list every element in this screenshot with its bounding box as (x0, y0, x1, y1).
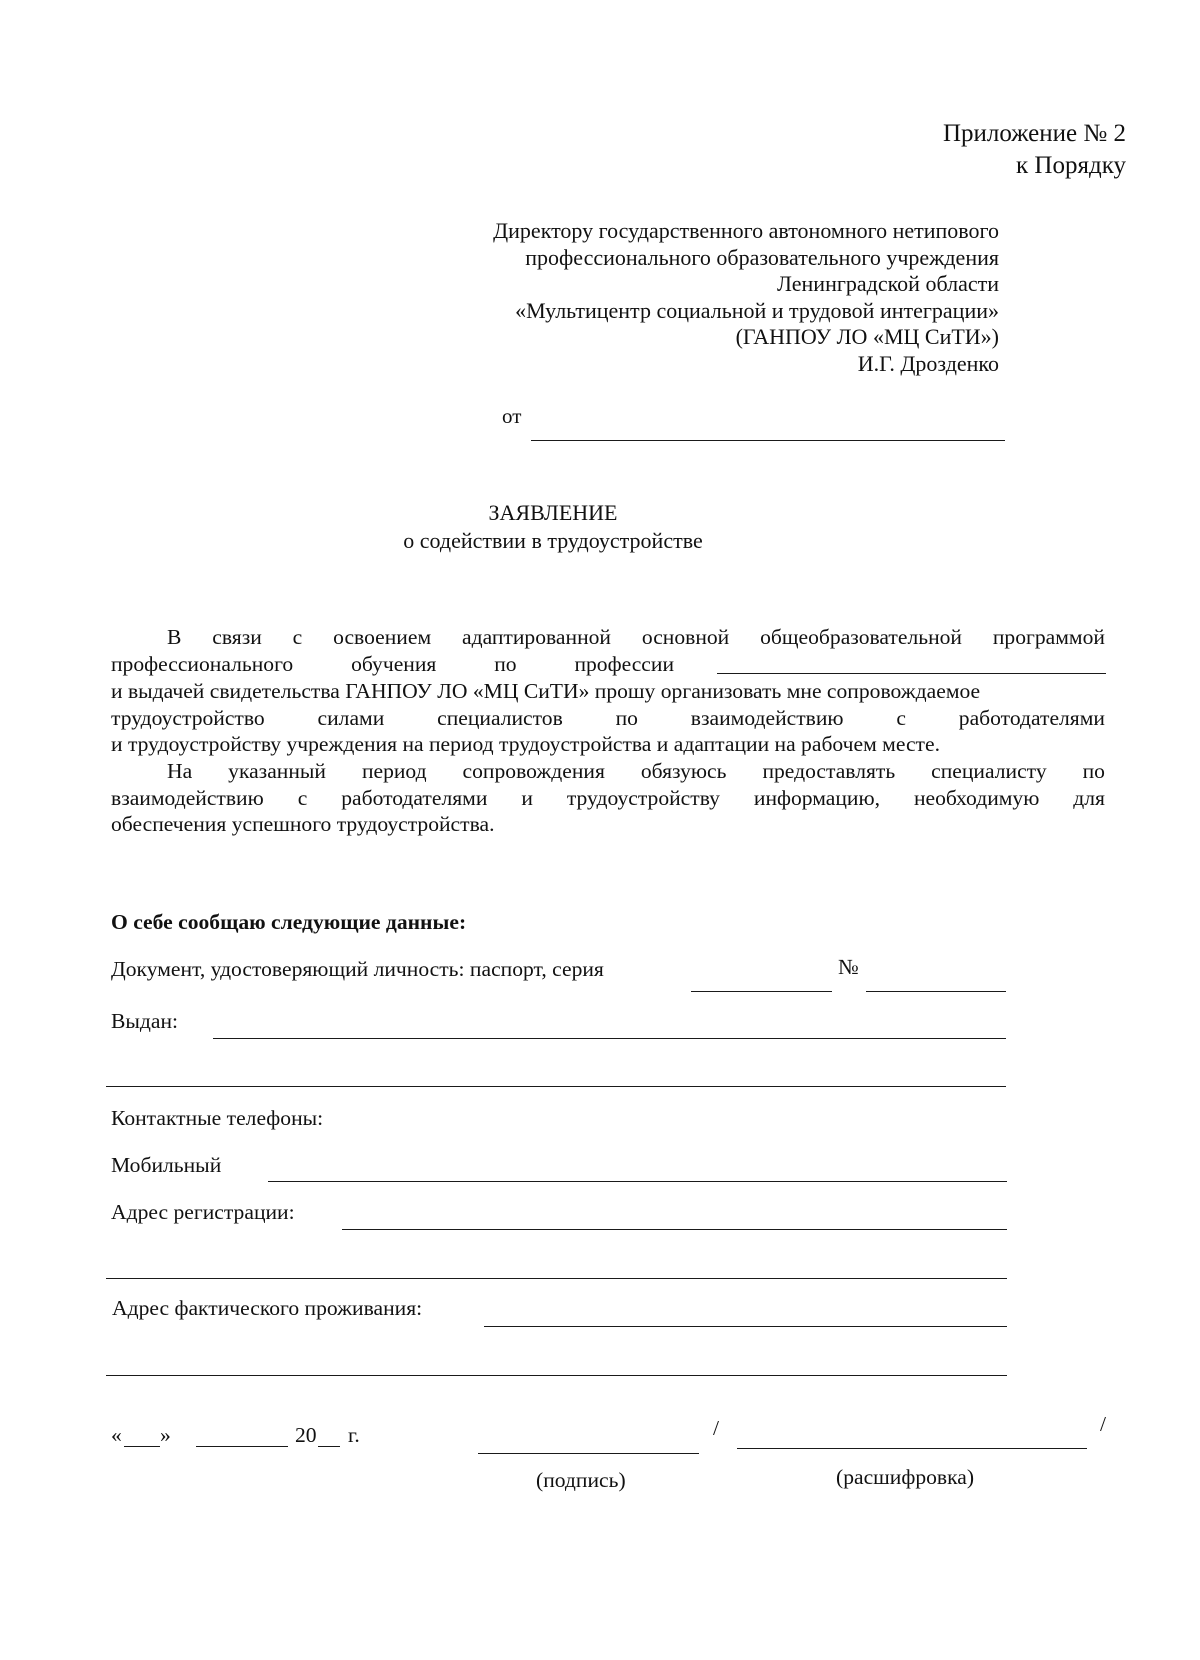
document-title: ЗАЯВЛЕНИЕ (488, 500, 618, 525)
word: с (297, 786, 308, 810)
addressee-line-4: «Мультицентр социальной и трудовой интеграции» (515, 297, 999, 323)
word: основной (641, 625, 730, 649)
word: общеобразовательной (760, 625, 962, 649)
paragraph-1-line-5: и трудоустройству учреждения на период трудоустройства и адаптации на рабочем месте. (111, 732, 940, 756)
actual-address-input-line-1[interactable] (484, 1326, 1007, 1327)
word: сопровождения (462, 759, 605, 783)
issued-by-input-line-2[interactable] (106, 1086, 1006, 1087)
issued-label: Выдан: (111, 1009, 179, 1033)
word: специалистов (437, 706, 563, 730)
date-open-quote: « (111, 1423, 122, 1447)
word: с (896, 706, 906, 730)
registration-address-input-line-2[interactable] (106, 1278, 1007, 1279)
word: необходимую (913, 786, 1040, 810)
word: для (1073, 786, 1105, 810)
from-input-line[interactable] (531, 440, 1005, 441)
word: освоением (333, 625, 432, 649)
addressee-line-5: (ГАНПОУ ЛО «МЦ СиТИ») (735, 324, 999, 350)
paragraph-1-line-1 (167, 624, 1105, 650)
word: трудоустройству (566, 786, 720, 810)
passport-number-input-line[interactable] (866, 991, 1006, 992)
date-year-input-line[interactable] (318, 1446, 340, 1447)
word: адаптированной (462, 625, 611, 649)
word: профессионального (111, 652, 294, 676)
paragraph-1-line-2 (111, 651, 674, 677)
registration-address-label: Адрес регистрации: (111, 1200, 295, 1224)
word: информацию, (753, 786, 881, 810)
issued-by-input-line-1[interactable] (213, 1038, 1006, 1039)
paragraph-2-line-1 (167, 758, 1105, 784)
actual-address-label: Адрес фактического проживания: (112, 1296, 423, 1320)
registration-address-input-line-1[interactable] (342, 1229, 1007, 1230)
year-suffix: г. (348, 1423, 360, 1447)
addressee-block (493, 218, 999, 378)
paragraph-2-line-2 (111, 785, 1105, 811)
word: специалисту (931, 759, 1047, 783)
date-day-input-line[interactable] (124, 1446, 160, 1447)
addressee-line-1: Директору государственного автономного нетипового (493, 218, 999, 243)
document-subtitle: о содействии в трудоустройстве (403, 528, 703, 553)
decoding-input-line[interactable] (737, 1448, 1087, 1449)
number-label: № (838, 955, 859, 979)
document-label: Документ, удостоверяющий личность: паспорт, серия (111, 957, 604, 981)
signature-input-line[interactable] (478, 1453, 699, 1454)
from-label: от (502, 404, 522, 428)
actual-address-input-line-2[interactable] (106, 1375, 1007, 1376)
word: трудоустройство (111, 706, 265, 730)
word: обязуюсь (640, 759, 727, 783)
word: взаимодействию (690, 706, 844, 730)
signature-separator: / (713, 1416, 719, 1440)
word: В (167, 625, 182, 649)
passport-series-input-line[interactable] (691, 991, 832, 992)
word: и (521, 786, 533, 810)
addressee-line-6: И.Г. Дрозденко (857, 350, 999, 376)
word: период (361, 759, 427, 783)
word: связи (212, 625, 262, 649)
appendix-reference: к Порядку (1016, 152, 1126, 179)
mobile-label: Мобильный (111, 1153, 222, 1177)
personal-data-heading: О себе сообщаю следующие данные: (111, 910, 467, 934)
paragraph-1-line-4 (111, 705, 1105, 731)
word: указанный (228, 759, 326, 783)
decoding-separator: / (1100, 1412, 1106, 1436)
word: работодателями (958, 706, 1105, 730)
word: с (292, 625, 303, 649)
word: взаимодействию (111, 786, 264, 810)
word: силами (317, 706, 385, 730)
word: по (494, 652, 517, 676)
word: предоставлять (762, 759, 896, 783)
date-close-quote: » (160, 1423, 171, 1447)
date-month-input-line[interactable] (196, 1446, 288, 1447)
word: На (167, 759, 193, 783)
word: работодателями (341, 786, 488, 810)
paragraph-1-line-3: и выдачей свидетельства ГАНПОУ ЛО «МЦ СиТИ» прошу организовать мне сопровождаемое (111, 679, 981, 703)
addressee-line-2: профессионального образовательного учреждения (525, 244, 999, 270)
profession-input-line[interactable] (717, 673, 1106, 674)
word: по (1082, 759, 1105, 783)
addressee-line-3: Ленинградской области (777, 271, 999, 297)
year-prefix: 20 (295, 1423, 317, 1447)
signature-caption: (подпись) (536, 1468, 626, 1492)
word: профессии (574, 652, 674, 676)
mobile-phone-input-line[interactable] (268, 1181, 1007, 1182)
appendix-number: Приложение № 2 (942, 120, 1126, 147)
word: по (615, 706, 638, 730)
word: программой (992, 625, 1105, 649)
word: обучения (351, 652, 437, 676)
phones-label: Контактные телефоны: (111, 1106, 324, 1130)
decoding-caption: (расшифровка) (836, 1465, 975, 1489)
paragraph-2-line-3: обеспечения успешного трудоустройства. (111, 812, 495, 836)
